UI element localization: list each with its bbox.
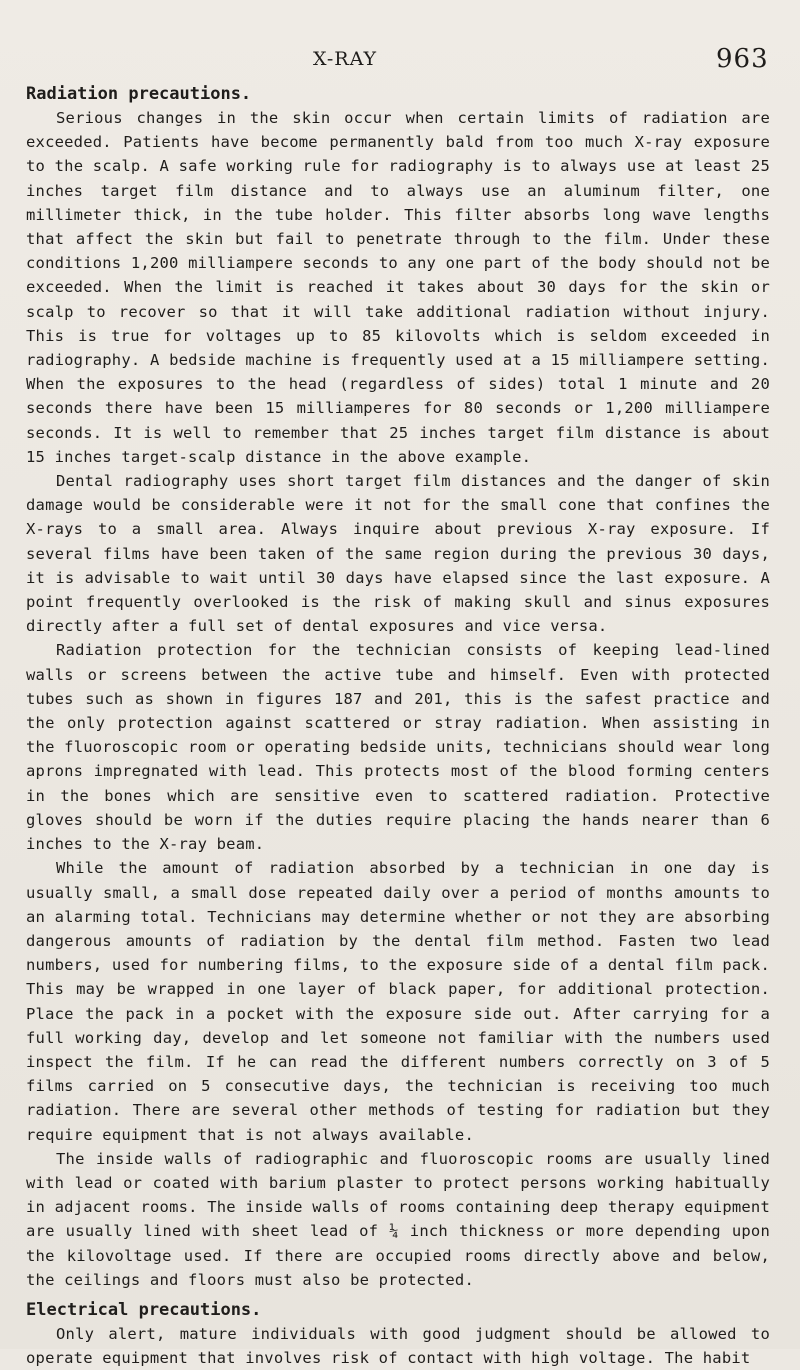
paragraph: Dental radiography uses short target film distances and the danger of skin damage would be considerable were it not for the small cone that confines the X-rays to a small area. Always inquire about previous X-ray exposure. If several films have been taken of the same region during the previous 30 days, it is advisable to wait until 30 days have elapsed since the last exposure. A point frequently overlooked is the risk of making skull and sinus exposures directly after a full set of dental exposures and vice versa.: [26, 472, 770, 636]
paragraph: Only alert, mature individuals with good judgment should be allowed to operate equipment that involves risk of contact with high voltage. The habit: [26, 1324, 770, 1368]
paragraph: The inside walls of radiographic and fluoroscopic rooms are usually lined with lead or coated with barium plaster to protect persons working habitually in adjacent rooms. The inside walls of rooms containing deep therapy equipment are usually lined with sheet lead of ¼ inch thickness or more depending upon the kilovoltage used. If there are occupied rooms directly above and below, the ceilings and floors must also be protected.: [26, 1149, 770, 1289]
running-title: X-RAY: [313, 48, 378, 70]
section-heading-electrical-precautions: Electrical precautions.: [26, 1299, 262, 1320]
paragraph: Serious changes in the skin occur when certain limits of radiation are exceeded. Patients have become permanently bald from too much X-ray exposure to the scalp. A safe working rule for radiography is to always use at least 25 inches target film distance and to always use an aluminum filter, one millimeter thick, in the tube holder. This filter absorbs long wave lengths that affect the skin but fail to penetrate through to the film. Under these conditions 1,200 milliampere seconds to any one part of the body should not be exceeded. When the limit is reached it takes about 30 days for the skin or scalp to recover so that it will take additional radiation without injury. This is true for voltages up to 85 kilovolts which is seldom exceeded in radiography. A bedside machine is frequently used at a 15 milliampere setting. When the exposures to the head (regardless of sides) total 1 minute and 20 seconds there have been 15 milliamperes for 80 seconds or 1,200 milliampere seconds. It is well to remember that 25 inches target film distance is about 15 inches target-scalp distance in the above example.: [26, 109, 770, 466]
paragraph: Radiation protection for the technician consists of keeping lead-lined walls or screens between the active tube and himself. Even with protected tubes such as shown in figures 187 and 201, this is the safest practice and the only protection against scattered or stray radiation. When assisting in the fluoroscopic room or operating bedside units, technicians should wear long aprons impregnated with lead. This protects most of the blood forming centers in the bones which are sensitive even to scattered radiation. Protective gloves should be worn if the duties require placing the hands nearer than 6 inches to the X-ray beam.: [26, 641, 770, 854]
page-number: 963: [716, 44, 769, 74]
section-heading-radiation-precautions: Radiation precautions.: [26, 84, 252, 104]
paragraph: While the amount of radiation absorbed by a technician in one day is usually small, a small dose repeated daily over a period of months amounts to an alarming total. Technicians may determine whether or not they are absorbing dangerous amounts of radiation by the dental film method. Fasten two lead numbers, used for numbering films, to the exposure side of a dental film pack. This may be wrapped in one layer of black paper, for additional protection. Place the pack in a pocket with the exposure side out. After carrying for a full working day, develop and let someone not familiar with the numbers used inspect the film. If he can read the different numbers correctly on 3 of 5 films carried on 5 consecutive days, the technician is receiving too much radiation. There are several other methods of testing for radiation but they require equipment that is not always available.: [26, 859, 770, 1144]
